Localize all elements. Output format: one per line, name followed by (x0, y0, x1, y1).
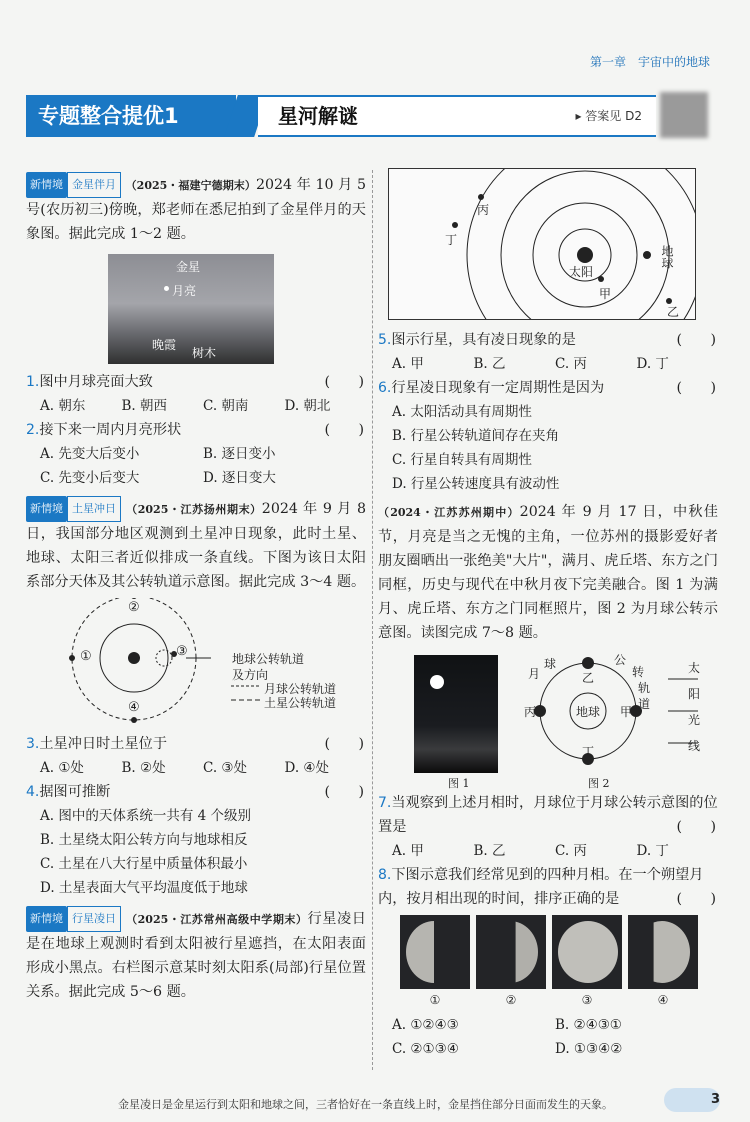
orbit-label-1: 月 (528, 667, 541, 681)
fig1-caption: 图 1 (448, 777, 470, 790)
sunlight-2: 阳 (688, 687, 701, 701)
full-moon (430, 675, 444, 689)
q6-option-b[interactable]: B. 行星公转轨道间存在夹角 (392, 428, 560, 444)
intro-2: 新情境 土星冲日 （2025・江苏扬州期末）2024 年 9 月 8 日，我国部分地区观测到土星冲日现象，此时土星、地球、太阳三者近似排成一条直线。下图为该日太阳系部分天体及其公转轨道示意图。据此完成 3～4 题。 (26, 496, 366, 594)
label-venus: 金星 (176, 260, 201, 274)
legend-moon-orbit: 月球公转轨道 (264, 682, 337, 696)
q2-options-row1: A. 先变大后变小 B. 逐日变小 (40, 446, 276, 462)
label-moon: 月亮 (172, 284, 197, 298)
label-jia: 甲 (599, 287, 612, 301)
tag-topic: 金星伴月 (67, 172, 121, 198)
label-ding: 丁 (445, 233, 458, 247)
q3-options: A. ①处 B. ②处 C. ③处 D. ④处 (40, 760, 330, 776)
legend-direction: 及方向 (232, 668, 269, 682)
pos-4: ④ (128, 700, 140, 715)
phase-num-1: ① (429, 993, 441, 1007)
q4-option-c[interactable]: C. 土星在八大行星中质量体积最小 (40, 856, 248, 872)
phase-2 (476, 915, 546, 989)
question-3: 3.土星冲日时土星位于 ( ) (26, 736, 364, 752)
banner-label: 专题整合提优1 (26, 95, 236, 137)
q7-options: A. 甲 B. 乙 C. 丙 D. 丁 (392, 843, 669, 859)
phase-num-4: ④ (657, 993, 669, 1007)
pos-3: ③ (176, 644, 188, 659)
q8-options-row1: A. ①②④③ B. ②④③① (392, 1017, 622, 1033)
venus-moon-photo (108, 254, 274, 364)
question-1: 1.图中月球亮面大致 ( ) (26, 374, 364, 390)
sunlight-4: 线 (688, 739, 701, 753)
source: （2025・福建宁德期末） (125, 179, 256, 192)
saturn-opposition-figure (26, 598, 366, 728)
legend-saturn-orbit: 土星公转轨道 (264, 696, 337, 710)
tag-new: 新情境 (26, 172, 67, 198)
phase-3 (552, 915, 622, 989)
venus-dot (164, 286, 169, 291)
orbit-earth: 地球 (576, 705, 601, 719)
phase-num-3: ③ (581, 993, 593, 1007)
section-banner (26, 95, 656, 137)
question-4: 4.据图可推断 ( ) (26, 784, 364, 800)
orbit-ding: 丁 (582, 745, 595, 759)
label-tree: 树木 (192, 346, 217, 360)
orbit-label-6: 道 (638, 697, 651, 711)
sunlight-3: 光 (688, 713, 701, 727)
page-footer (0, 1086, 750, 1122)
moon-phases (378, 915, 718, 1013)
label-bing: 丙 (477, 203, 490, 217)
left-column (26, 172, 366, 1004)
label-dusk: 晚霞 (152, 338, 177, 352)
chapter-header: 第一章 宇宙中的地球 (589, 55, 710, 69)
question-7: 7.当观察到上述月相时，月球位于月球公转示意图的位置是 ( ) (378, 795, 718, 835)
transit-figure (388, 168, 696, 320)
question-2: 2.接下来一周内月亮形状 ( ) (26, 422, 364, 438)
intro-3: 新情境 行星凌日 （2025・江苏常州高级中学期末）行星凌日是在地球上观测时看到太阳被行星遮挡，在太阳表面形成小黑点。右栏图示意某时刻太阳系(局部)行星位置关系。据此完成 5～6 题。 (26, 906, 366, 1004)
orbit-yi: 乙 (582, 671, 595, 685)
phase-1 (400, 915, 470, 989)
q1-options: A. 朝东 B. 朝西 C. 朝南 D. 朝北 (40, 398, 331, 414)
column-divider (372, 170, 373, 1070)
orbit-label-5: 轨 (638, 681, 651, 695)
label-sun: 太阳 (569, 265, 594, 279)
page-number: 3 (710, 1092, 720, 1107)
legend-earth-orbit: 地球公转轨道 (232, 652, 305, 666)
banner-right (258, 95, 656, 137)
orbit-jia: 甲 (620, 705, 633, 719)
label-earth: 地球 (660, 245, 674, 269)
intro-1 (26, 172, 366, 246)
orbit-label-4: 转 (632, 665, 645, 679)
question-6: 6.行星凌日现象有一定周期性是因为 ( ) (378, 380, 716, 396)
orbit-label-3: 公 (614, 653, 627, 667)
right-column (378, 168, 718, 1061)
question-5: 5.图示行星，具有凌日现象的是 ( ) (378, 332, 716, 348)
q8-options-row2: C. ②①③④ D. ①③④② (392, 1041, 623, 1057)
q4-option-d[interactable]: D. 土星表面大气平均温度低于地球 (40, 880, 248, 896)
q6-option-a[interactable]: A. 太阳活动具有周期性 (392, 404, 532, 420)
footer-note: 金星凌日是金星运行到太阳和地球之间，三者恰好在一条直线上时，金星挡住部分日面而发生的天象。 (118, 1098, 613, 1111)
orbit-label-2: 球 (544, 657, 557, 671)
q2-options-row2: C. 先变小后变大 D. 逐日变大 (40, 470, 276, 486)
pos-1: ① (80, 649, 92, 664)
intro-text: 2024 年 10 月 5 号(农历初三)傍晚，郑老师在悉尼拍到了金星伴月的天象图。据此完成 1～2 题。 (26, 177, 366, 242)
question-8: 8.下图示意我们经常见到的四种月相。在一个朔望月内，按月相出现的时间，排序正确的是 ( ) (378, 867, 716, 907)
phase-num-2: ② (505, 993, 517, 1007)
moon-figures (378, 651, 718, 791)
q6-option-d[interactable]: D. 行星公转速度具有波动性 (392, 476, 560, 492)
label-yi: 乙 (667, 305, 680, 319)
fig-photo (414, 655, 498, 773)
blurred-region (660, 92, 708, 138)
pos-2: ② (128, 600, 140, 615)
sunlight-1: 太 (688, 661, 701, 675)
fig2-caption: 图 2 (588, 777, 610, 790)
q4-option-b[interactable]: B. 土星绕太阳公转方向与地球相反 (40, 832, 248, 848)
q4-option-a[interactable]: A. 图中的天体系统一共有 4 个级别 (40, 808, 252, 824)
orbit-bing: 丙 (524, 705, 537, 719)
banner-title: 星河解谜 (278, 104, 358, 128)
phase-4 (628, 915, 698, 989)
planet-orbits (389, 169, 695, 319)
q6-option-c[interactable]: C. 行星自转具有周期性 (392, 452, 532, 468)
q5-options: A. 甲 B. 乙 C. 丙 D. 丁 (392, 356, 669, 372)
intro-4: （2024・江苏苏州期中）2024 年 9 月 17 日，中秋佳节，月亮是当之无愧的主角，一位苏州的摄影爱好者朋友圈晒出一张绝美"大片"，满月、虎丘塔、东方之门同框，历史与现代在中秋月夜下完美融合。图 1 为满月、虎丘塔、东方之门同框照片，图 2 为月球公转示意图。读图完成 7～8 题。 (378, 504, 718, 641)
answer-ref: ▸ 答案见 D2 (575, 109, 642, 123)
